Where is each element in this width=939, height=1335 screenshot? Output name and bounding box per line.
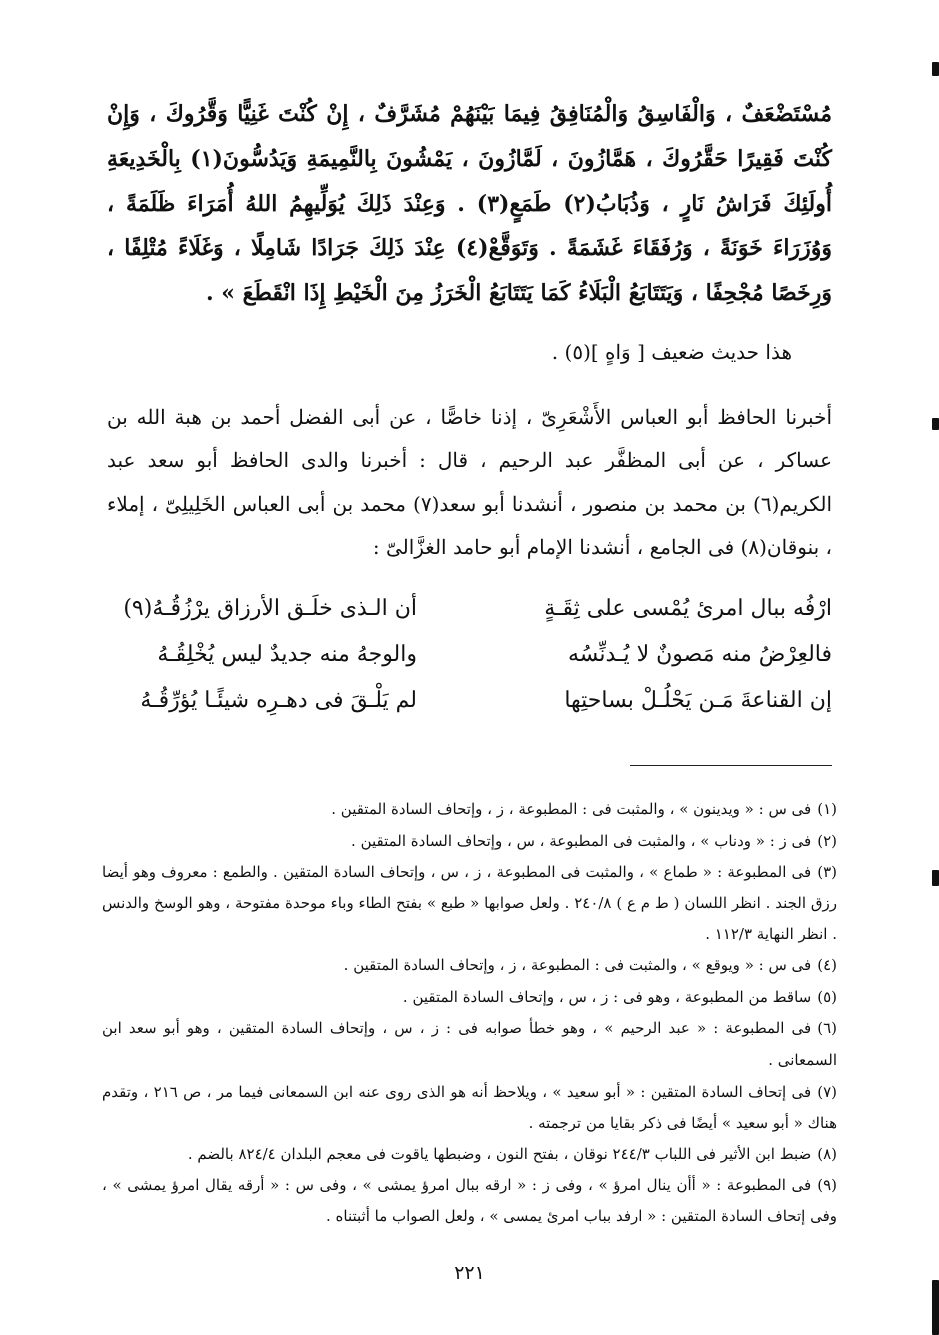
poem-verse — [107, 586, 832, 632]
page-edge-mark — [932, 870, 939, 886]
main-text-body — [107, 92, 832, 570]
footnote-number: (٢) — [817, 831, 837, 850]
footnote-number: (١) — [817, 800, 837, 818]
footnote-number: (٨) — [817, 1144, 837, 1163]
verse-first-hemistich: فالعِرْضُ منه مَصونٌ لا يُـدنِّسُه — [567, 642, 832, 667]
footnote — [102, 857, 837, 950]
footnote-number: (٥) — [817, 987, 837, 1006]
page-number: ٢٢١ — [454, 1262, 485, 1284]
footnote-number: (٣) — [817, 863, 837, 882]
verse-second-hemistich: والوجهُ منه جديدٌ ليس يُخْلِقُـهُ — [157, 642, 417, 667]
page-edge-mark — [932, 418, 939, 430]
footnote-text: فى س : « ويوقع » ، والمثبت فى : المطبوعة ، ز ، وإتحاف السادة المتقين . — [343, 956, 812, 975]
footnote — [102, 826, 837, 858]
hadith-verdict: هذا حديث ضعيف [ وَاهٍ ](٥) . — [551, 339, 792, 364]
footnote-number: (٩) — [817, 1176, 837, 1195]
verse-second-hemistich: لم يَلْـقَ فى دهـرِه شيئًـا يُؤرِّقُـهُ — [140, 688, 417, 713]
footnote — [102, 1170, 837, 1232]
footnote-text: فى إتحاف السادة المتقين : « أبو سعيد » ، ويلاحظ أنه هو الذى روى عنه ابن السمعانى فيما مر ، ص ٢١٦ ، وتقدم هناك « أبو سعيد » أيضًا فى ذكر بقايا من ترجمته . — [102, 1082, 837, 1132]
footnote-text: فى س : « ويدينون » ، والمثبت فى : المطبوعة ، ز ، وإتحاف السادة المتقين . — [331, 800, 812, 818]
page-edge-mark — [932, 62, 939, 76]
isnad-paragraph: أخبرنا الحافظ أبو العباس الأَشْعَرِىّ ، إذنا خاصًّا ، عن أبى الفضل أحمد بن هبة الله بن عساكر ، عن أبى المظفَّر عبد الرحيم ، قال : أخبرنا والدى الحافظ أبو سعد عبد الكريم(٦) بن محمد بن منصور ، أنشدنا أبو سعد(٧) محمد بن أبى العباس الخَلِيلِىّ ، إملاء ، بنوقان(٨) فى الجامع ، أنشدنا الإمام أبو حامد الغزَّالىّ : — [107, 404, 833, 560]
poem-verse — [107, 632, 832, 678]
footnote-text: ضبط ابن الأثير فى اللباب ٢٤٤/٣ نوقان ، بفتح النون ، وضبطها ياقوت فى معجم البلدان ٨٢٤/٤ بالضم . — [187, 1144, 812, 1163]
hadith-paragraph: مُسْتَضْعَفٌ ، وَالْفَاسِقُ وَالْمُنَافِقُ فِيمَا بَيْنَهُمْ مُشَرَّفٌ ، إِنْ كُنْتَ غَنِيًّا وَقَّرُوكَ ، وَإِنْ كُنْتَ فَقِيرًا حَقَّرُوكَ ، هَمَّازُونَ ، لَمَّازُونَ ، يَمْشُونَ بِالنَّمِيمَةِ وَيَدُسُّونَ(١) بِالْخَدِيعَةِ أُولَئِكَ فَرَاشُ نَارٍ ، وَذُبَابُ(٢) طَمَعٍ(٣) . وَعِنْدَ ذَلِكَ يُوَلِّيهِمُ اللهُ أُمَرَاءَ ظَلَمَةً ، وَوُزَرَاءَ خَوَنَةً ، وَرُفَقَاءَ غَشَمَةً . وَتَوَقَّعْ(٤) عِنْدَ ذَلِكَ جَرَادًا شَامِلًا ، وَغَلَاءً مُتْلِفًا ، وَرِخَصًا مُجْحِفًا ، وَيَتَتَابَعُ الْبَلَاءُ كَمَا يَتَتَابَعُ الْخَرَزُ مِنَ الْخَيْطِ إِذَا انْقَطَعَ » . — [107, 101, 833, 307]
footnote-text: فى ز : « ودناب » ، والمثبت فى المطبوعة ، س ، وإتحاف السادة المتقين . — [351, 831, 812, 850]
footnote — [102, 950, 837, 982]
footnote-text: ساقط من المطبوعة ، وهو فى : ز ، س ، وإتحاف السادة المتقين . — [402, 987, 812, 1006]
footnote — [102, 982, 837, 1014]
verse-first-hemistich: ارْفُه ببال امرئ يُمْسى على ثِقَـةٍ — [544, 596, 832, 621]
page-edge-mark — [932, 1280, 939, 1335]
footnotes — [102, 794, 837, 1232]
footnote-text: فى المطبوعة : « عبد الرحيم » ، وهو خطأ صوابه فى : ز ، س ، وإتحاف السادة المتقين ، وهو أبو سعد ابن السمعانى . — [102, 1019, 837, 1069]
footnote-text: فى المطبوعة : « أأن ينال امرؤ » ، وفى ز : « ارقه ببال امرؤ يمشى » ، وفى س : « أرقه يقال امرؤ يمشى » ، وفى إتحاف السادة المتقين : « ارفد بباب امرئ يمسى » ، ولعل الصواب ما أثبتناه . — [102, 1176, 837, 1226]
footnote — [102, 794, 837, 826]
footnote-number: (٤) — [817, 956, 837, 975]
verse-second-hemistich: أن الـذى خلَـق الأرزاق يرْزُقُـهُ(٩) — [123, 596, 417, 621]
poem — [107, 586, 832, 724]
footnote-text: فى المطبوعة : « طماع » ، والمثبت فى المطبوعة ، ز ، س ، وإتحاف السادة المتقين . والطمع : معروف وهو أيضا رزق الجند . انظر اللسان ( ط م ع ) ٢٤٠/٨ . ولعل صوابها « طبع » بفتح الطاء وباء موحدة مفتوحة ، وهو الوسخ والدنس . انظر النهاية ١١٢/٣ . — [102, 863, 837, 944]
footnote-number: (٦) — [817, 1019, 837, 1038]
footnote — [102, 1013, 837, 1076]
verse-first-hemistich: إن القناعةَ مَـن يَحْلُـلْ بساحتِها — [564, 688, 832, 713]
footnote — [102, 1077, 837, 1139]
footnote — [102, 1139, 837, 1171]
footnote-number: (٧) — [817, 1082, 837, 1101]
footnote-separator — [630, 765, 832, 766]
poem-verse — [107, 678, 832, 724]
